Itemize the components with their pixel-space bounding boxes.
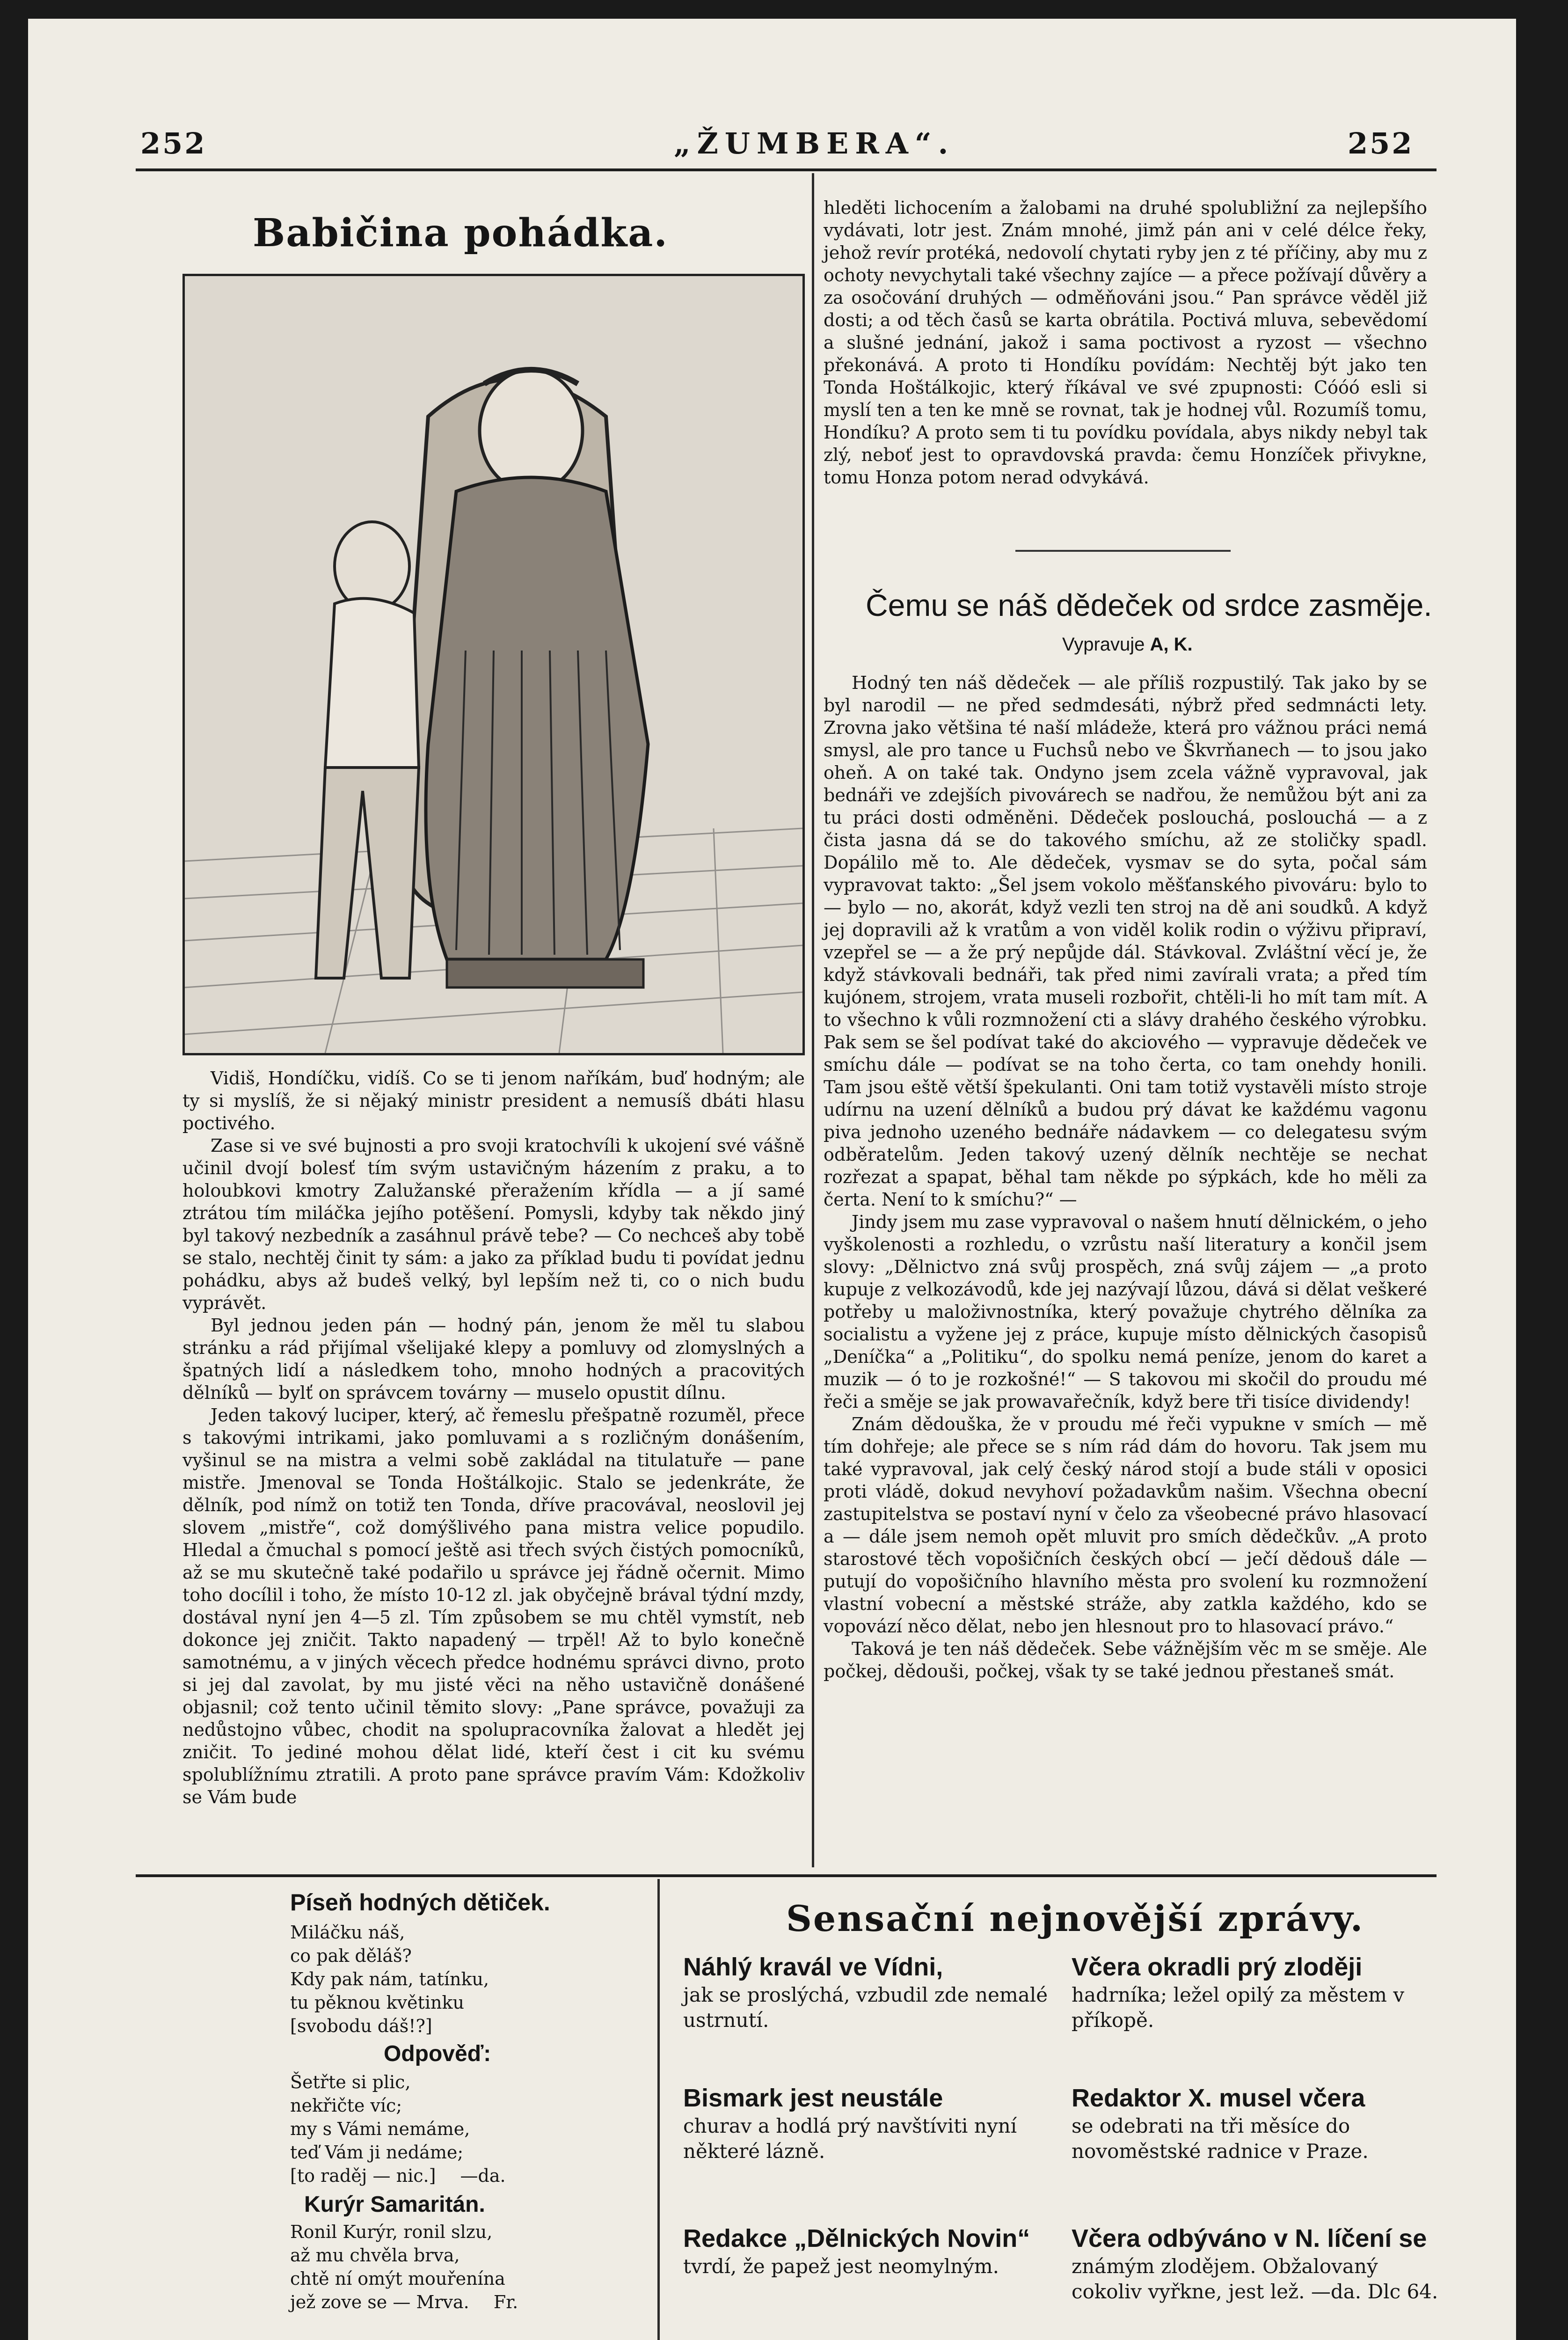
poem-line-text: jež zove se — Mrva.	[290, 2292, 469, 2312]
section-rule	[1015, 550, 1231, 552]
poem-line: chtě ní omýt mouřenína	[290, 2268, 505, 2289]
poem-line: Šetřte si plic,	[290, 2072, 411, 2092]
poem-line: až mu chvěla brva,	[290, 2245, 460, 2266]
poem-signature: —da.	[460, 2165, 506, 2186]
poem-title: Píseň hodných dětiček.	[290, 1889, 550, 1916]
news-item-body: churav a hodlá prý navštíviti nyní některé lázně.	[683, 2114, 1017, 2163]
poem-section3-title: Kurýr Samaritán.	[304, 2192, 485, 2217]
poem-line: Ronil Kurýr, ronil slzu,	[290, 2222, 493, 2242]
news-item	[683, 2083, 1053, 2164]
news-item	[683, 1952, 1053, 2033]
header-rule	[136, 168, 1437, 171]
column-divider	[812, 173, 814, 1867]
bottom-divider	[657, 1879, 660, 2340]
right-article-title: Čemu se náš dědeček od srdce zasměje.	[866, 588, 1432, 622]
news-item-head: Včera okradli prý zloději	[1072, 1953, 1363, 1981]
poem-line: teď Vám ji nedáme;	[290, 2142, 464, 2163]
poem-signature: Fr.	[493, 2292, 518, 2312]
left-paragraph: Byl jednou jeden pán — hodný pán, jenom že měl tu slabou stránku a rád přijímal všelijaké klepy a pomluvy od zlomyslných a špatných lidí a následkem toho, mnoho hodných a pracovitých dělníků — bylť on správcem továrny — muselo opustit dílnu.	[182, 1315, 805, 1403]
poem-line: tu pěknou květinku	[290, 1992, 464, 2013]
news-item-head: Náhlý kravál ve Vídni,	[683, 1953, 943, 1981]
news-item-body: hadrníka; ležel opilý za městem v příkopě.	[1072, 1983, 1405, 2032]
news-item	[1072, 1952, 1441, 2033]
news-item-body: jak se proslýchá, vzbudil zde nemalé ustrnutí.	[683, 1983, 1048, 2032]
news-item	[1072, 2083, 1441, 2164]
page-header	[28, 117, 1516, 168]
left-paragraph: Jeden takový luciper, který, ač řemeslu přešpatně rozuměl, přece s takovými intrikami, jako pomluvami a s rozličným donášením, vyšinul se na mistra a velmi sobě zakládal na titulatuře — pane mistře. Jmenoval se Tonda Hoštálkojic. Stalo se jedenkráte, že dělník, pod nímž on totiž ten Tonda, dříve pracovával, neoslovil jej slovem „mistře“, což domýšlivého pana mistra velice popudilo. Hledal a čmuchal s pomocí ještě asi třech svých čistých pomocníků, až se mu skutečně také podařilo u správce jej řádně očernit. Mimo toho docílil i toho, že místo 10-12 zl. jak obyčejně brával týdní mzdy, dostával nyní jen 4—5 zl. Tím způsobem se mu chtěl vymstít, neb dokonce jej zničit. Takto napadený — trpěl! Až to bylo konečně samotnému, a v jiných věcech předce hodnému správci divno, proto si jej dal zavolat, by mu jisté věci na něho ustavičně donášené objasnil; což tento učinil těmito slovy: „Pane správce, považuji za nedůstojno vůbec, chodit na spolupracovníka žalovat a hledět jej zničit. To jediné mohou dělat lidé, kteří čest i cit ku svému spolublížnímu ztratili. A proto pane správce pravím Vám: Kdožkoliv se Vám bude	[182, 1405, 805, 1807]
poem-line: Miláčku náš,	[290, 1922, 405, 1943]
poem-line: my s Vámi nemáme,	[290, 2119, 470, 2139]
right-paragraph: Znám dědouška, že v proudu mé řeči vypukne v smích — mě tím dohřeje; ale přece se s ním rád dám do hovoru. Tak jsem mu také vypravoval, jak celý český národ stojí a bude stáli v oposici proti vládě, dokud nevyhoví požadavkům našim. Všechna obecní zastupitelstva se postaví nyní v čelo za všeobecné právo hlasovací a — dále jsem nemoh opět mluvit pro smích dědečkův. „A proto starostové těch vopošičních českých obcí — ječí dědouš dále — putují do vopošičního hlavního města pro svolení ku rozmnožení vlastní vobecní a městské stráže, aby zatkla každého, kdo se vopovází něco dělat, nebo jen hlesnout pro to hlasovací právo.“	[824, 1414, 1427, 1637]
poem-line: [svobodu dáš!?]	[290, 2016, 432, 2036]
left-paragraph: Zase si ve své bujnosti a pro svoji kratochvíli k ukojení své vášně učinil dvojí bolesť tím svým ustavičným házením z praku, a to holoubkovi kmotry Zalužanské přeražením křídla — a jí samé ztrátou tím miláčka jejího potěšení. Pomysli, kdyby tak někdo jiný byl takový nezbedník a zasáhnul právě tebe? — Co nechceš aby tobě se stalo, nechtěj činit ty sám: a jako za příklad budu ti povídat jednu pohádku, abys až budeš velký, byl lepším než ti, co o nich budu vyprávět.	[182, 1135, 805, 1313]
news-item-head: Včera odbýváno v N. líčení se	[1072, 2224, 1427, 2252]
page-number-right: 252	[1348, 126, 1414, 161]
left-paragraph: Vidiš, Hondíčku, vidíš. Co se ti jenom naříkám, buď hodným; ale ty si myslíš, že si nějaký ministr president a nemusíš dbáti hlasu poctivého.	[182, 1068, 805, 1133]
news-item-head: Bismark jest neustále	[683, 2084, 943, 2112]
newspaper-page	[28, 19, 1516, 2340]
byline-author: A, K.	[1150, 634, 1193, 655]
left-article-title: Babičina pohádka.	[253, 211, 668, 256]
news-item	[1072, 2223, 1441, 2304]
bottom-section-rule	[136, 1874, 1437, 1877]
grandmother-engraving-icon	[185, 276, 802, 1053]
news-item-head: Redakce „Dělnických Novin“	[683, 2224, 1030, 2252]
poem-answer-title: Odpověď:	[384, 2041, 491, 2066]
right-paragraph: Jindy jsem mu zase vypravoval o našem hnutí dělnickém, o jeho vyškolenosti a rozhledu, o vzrůstu naší literatury a končil jsem slovy: „Dělnictvo zná svůj prospěch, zná svůj zájem — „a proto kupuje z velkozávodů, kde jej nazývají lůzou, dává si dělat veškeré potřeby u maloživnostníka, který považuje chytrého dělníka za socialistu a vyžene jej z práce, kupuje místo dělnických časopisů „Deníčka“ a „Politiku“, do spolku nemá peníze, jenom do karet a muzik — ó to je rozkošné!“ — S takovou mi skočil do proudu mé řeči a směje se jak prowavařečník, když bere tři tisíce dividendy!	[824, 1212, 1427, 1412]
poem-block	[290, 1886, 655, 2314]
byline	[1062, 634, 1193, 655]
poem-line	[290, 2290, 655, 2314]
poem-line-text: [to raděj — nic.]	[290, 2165, 436, 2186]
news-item-head: Redaktor X. musel včera	[1072, 2084, 1365, 2112]
right-paragraph: Hodný ten náš dědeček — ale příliš rozpustilý. Tak jako by se byl narodil — ne před sedmdesáti, nýbrž před sedmnácti lety. Zrovna jako většina té naší mládeže, která pro vážnou práci nemá smysl, ale pro tance u Fuchsů nebo ve Škvrňanech — to jsou jako oheň. A on také tak. Ondyno jsem zcela vážně vypravoval, jak bednáři ve zdejších pivovárech se nadřou, že nemůžou být ani za tu práci dosti odměněni. Dědeček poslouchá, poslouchá — a z čista jasna dá se do takového smíchu, až ze stoličky spadl. Dopálilo mě to. Ale dědeček, vysmav se do syta, počal sám vypravovat takto: „Šel jsem vokolo měšťanského pivováru: bylo to — bylo — no, akorát, když vezli ten stroj na dě ani soudků. A když jej dopravili až k vratům a von viděl kolik rodin o výživu připraví, vzepřel se — a že prý nepůjde dál. Stávkoval. Zvláštní věcí je, že když stávkovali bednáři, tak před nimi zavírali vrata; a před tím kujónem, strojem, vrata museli rozbořit, chtěli-li ho mít tam mít. A to všechno k vůli rozmnožení cti a slávy drahého českého výrobku. Pak sem se šel podívat také do akciového — vypravuje dědeček ve smíchu dále — podívat se na toho čerta, co tam onehdy honili. Tam jsou eště větší špekulanti. Oni tam totiž vystavěli místo stroje udírnu na uzení dělníků a budou prý dávat ke každému vagonu piva jednoho uzeného bednáře nádavkem — co delegatesu svým odběratelům. Jeden takový uzený dělník nechtěje se nechat rozřezat a spapat, běhal tam někde po sýpkách, kde ho měli za čerta. Není to k smíchu?“ —	[824, 673, 1427, 1210]
left-article-body	[182, 1067, 805, 1808]
poem-line	[290, 2164, 655, 2187]
poem-line: nekřičte víc;	[290, 2095, 402, 2116]
continuation-text: hleděti lichocením a žalobami na druhé spolubližní za nejlepšího vydávati, lotr jest. Znám mnohé, jimž pán ani v celé délce řeky, jehož revír protéká, nedovolí chytati ryby jen z té příčiny, aby mu z ochoty nevychytali také všechny zajíce — a přece požívají důvěry a za osočování druhých — odměňováni jsou.“ Pan správce věděl již dosti; a od těch časů se karta obrátila. Poctivá mluva, sebevědomí a slušné jednání, jakož i sama poctivost a ryzost — všechno překonává. A proto ti Hondíku povídám: Nechtěj být jako ten Tonda Hoštálkojic, který říkával ve své zpupnosti: Cóóó esli si myslí ten a ten ke mně se rovnat, tak je hodnej vůl. Rozumíš tomu, Hondíku? A proto sem ti tu povídku povídala, abys nikdy nebyl tak zlý, neboť jest to opravdovská pravda: čemu Honzíček přivykne, tomu Honza potom nerad odvykává.	[824, 197, 1427, 488]
news-item-body: tvrdí, že papež jest neomylným.	[683, 2255, 999, 2278]
news-item	[683, 2223, 1053, 2279]
page-number-left: 252	[140, 126, 207, 161]
poem-line: co pak děláš?	[290, 1945, 412, 1966]
news-title: Sensační nejnovější zprávy.	[786, 1898, 1364, 1939]
right-article-body	[824, 672, 1427, 1682]
right-paragraph: Taková je ten náš dědeček. Sebe vážnějším věc m se směje. Ale počkej, dědouši, počkej, však ty se také jednou přestaneš smát.	[824, 1638, 1427, 1682]
right-article-continuation	[824, 197, 1427, 489]
byline-prefix: Vypravuje	[1062, 634, 1145, 655]
publication-title: „ŽUMBERA“.	[674, 126, 955, 161]
poem-line: Kdy pak nám, tatínku,	[290, 1969, 489, 1989]
grandmother-illustration	[182, 274, 805, 1055]
news-item-body: se odebrati na tři měsíce do novoměstské radnice v Praze.	[1072, 2114, 1369, 2163]
news-item-body: známým zlodějem. Obžalovaný cokoliv vyřkne, jest lež. —da. Dlc 64.	[1072, 2255, 1438, 2303]
